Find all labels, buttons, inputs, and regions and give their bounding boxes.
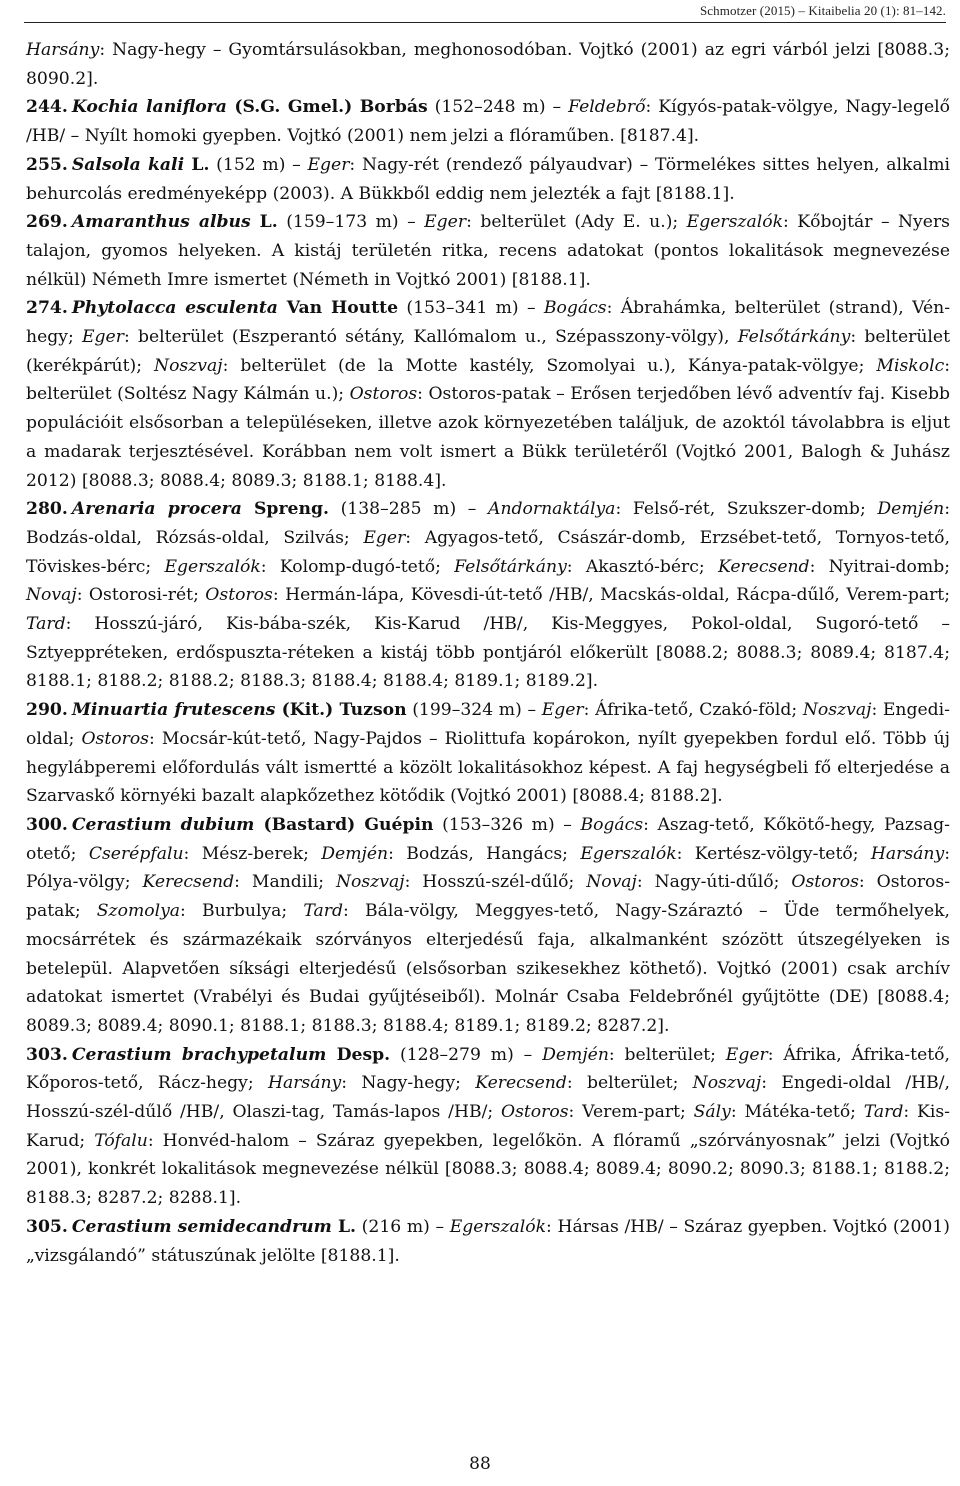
paragraph-harsany [26, 36, 950, 93]
text-run: : Kígyós-patak-völgye, Nagy-legelő /HB/ – Nyílt homoki gyepben. Vojtkó (2001) nem jelzi a flóraműben. [8187.4]. [26, 97, 950, 147]
locality-name: Ostoros [500, 1102, 569, 1123]
locality-name: Egerszalók [164, 556, 261, 577]
page-footer [0, 1454, 960, 1474]
entry-255-salsola-kali [26, 151, 950, 208]
text-run: : Hársas /HB/ – Száraz gyepben. Vojtkó (2001) „vizsgálandó” státuszúnak jelölte [8188.1]. [26, 1216, 950, 1266]
locality-name: Eger [725, 1044, 768, 1065]
text-run: : Nyitrai-domb; [809, 556, 950, 577]
text-run: (138–285 m) – [328, 499, 489, 520]
locality-name: Novaj [586, 872, 637, 893]
page-number: 88 [469, 1454, 491, 1474]
locality-name: Feldebrő [568, 97, 646, 118]
text-run: : Nagy-úti-dűlő; [636, 872, 792, 893]
locality-name: Tófalu [94, 1130, 148, 1151]
text-run: : Akasztó-bérc; [566, 556, 718, 577]
text-run: : Kertész-völgy-tető; [676, 843, 871, 864]
locality-name: Demjén [542, 1044, 609, 1065]
locality-name: Szomolya [96, 901, 181, 922]
entry-number: 305. [26, 1216, 68, 1237]
text-run: : Áfrika-tető, Czakó-föld; [583, 700, 803, 721]
entry-303-cerastium-brachypetalum [26, 1041, 950, 1213]
text-run: : Mocsár-kút-tető, Nagy-Pajdos – Riolittufa kopárokon, nyílt gyepekben fordul elő. Több új hegylábperemi előfordulás vált ismertté a közölt lokalitásokhoz képest. A faj hegységbeli fő elterjedése a Szarvaskő környéki bazalt alapkőzethez kötődik (Vojtkó 2001) [8088.4; 8188.2]. [26, 728, 950, 807]
running-header [0, 0, 960, 20]
author-citation: L. [184, 154, 210, 175]
text-run: : Honvéd-halom – Száraz gyepekben, legelőkön. A flóramű „szórványosnak” jelzi (Vojtkó 2001), konkrét lokalitások megnevezése nélkül [8088.3; 8088.4; 8089.4; 8090.2; 8090.3; 8188.1; 8188.2; 8188.3; 8287.2; 8288.1]. [26, 1130, 950, 1209]
text-run: : Hermán-lápa, Kövesdi-út-tető /HB/, Macskás-oldal, Rácpa-dűlő, Verem-part; [272, 585, 950, 606]
text-run: : Ábrahámka, belterület (strand), Vén-hegy; [26, 298, 950, 348]
text-run: : Burbulya; [180, 901, 304, 922]
locality-name: Felsőtárkány [737, 327, 851, 348]
text-run: : Nagy-hegy – Gyomtársulásokban, meghonosodóban. Vojtkó (2001) az egri várból jelzi [8088.3; 8090.2]. [26, 40, 950, 89]
locality-name: Eger [82, 327, 124, 348]
locality-name: Demjén [321, 843, 389, 864]
author-citation: (Kit.) Tuzson [275, 700, 407, 721]
text-run: (159–173 m) – [277, 212, 425, 233]
species-name: Cerastium brachypetalum [71, 1044, 327, 1065]
text-run: : Hosszú-járó, Kis-bába-szék, Kis-Karud /HB/, Kis-Meggyes, Pokol-oldal, Sugoró-tető – Sztyeppréteken, erdőspuszta-réteken a kistáj több pontjáról előkerült [8088.2; 8088.3; 8089.4; 8187.4; 8188.1; 8188.2; 8188.2; 8188.3; 8188.4; 8188.4; 8189.1; 8189.2]. [26, 614, 950, 692]
locality-name: Noszvaj [802, 700, 872, 721]
locality-name: Eger [363, 527, 406, 548]
locality-name: Kerecsend [717, 556, 810, 577]
locality-name: Bogács [543, 298, 607, 319]
entry-290-minuartia-frutescens [26, 696, 950, 811]
text-run: : Bodzás-oldal, Rózsás-oldal, Szilvás; [26, 499, 950, 548]
text-run: : belterület (Soltész Nagy Kálmán u.); [26, 355, 950, 405]
locality-name: Noszvaj [154, 355, 223, 376]
text-run: : Engedi-oldal; [26, 700, 950, 749]
text-run: : Mandili; [234, 872, 336, 893]
author-citation: L. [331, 1216, 357, 1237]
locality-name: Egerszalók [449, 1216, 547, 1237]
text-run: : belterület (Ady E. u.); [466, 212, 687, 233]
running-head-text: Schmotzer (2015) – Kitaibelia 20 (1): 81–142. [699, 3, 946, 18]
text-run: : Mátéka-tető; [730, 1102, 864, 1123]
locality-name: Bogács [580, 814, 644, 835]
locality-name: Harsány [267, 1073, 342, 1094]
text-run: (216 m) – [356, 1216, 450, 1237]
text-run: : Verem-part; [568, 1102, 694, 1123]
entry-300-cerastium-dubium [26, 811, 950, 1041]
author-citation: Desp. [326, 1044, 391, 1065]
locality-name: Harsány [870, 843, 945, 864]
entry-274-phytolacca-esculenta [26, 294, 950, 495]
author-citation: L. [250, 212, 278, 233]
entry-number: 300. [26, 814, 68, 835]
entry-number: 303. [26, 1044, 68, 1065]
entry-number: 244. [26, 97, 68, 118]
text-run: : Pólya-völgy; [26, 843, 950, 893]
locality-name: Andornaktálya [488, 499, 616, 520]
entry-number: 274. [26, 298, 68, 319]
text-run: : belterület (Eszperantó sétány, Kallómalom u., Szépasszony-völgy), [123, 327, 738, 348]
locality-name: Kerecsend [142, 872, 235, 893]
species-name: Cerastium dubium [71, 814, 255, 835]
text-run: : Bodzás, Hangács; [388, 843, 581, 864]
entry-number: 290. [26, 700, 68, 721]
text-run: : Ostoros-patak; [26, 872, 951, 922]
author-citation: Spreng. [241, 499, 329, 520]
locality-name: Felsőtárkány [454, 556, 567, 577]
text-run: : belterület (kerékpárút); [26, 327, 950, 376]
locality-name: Tard [863, 1102, 904, 1123]
text-run: : Aszag-tető, Kőkötő-hegy, Pazsag-otető; [26, 814, 950, 864]
text-run: : Ostoros-patak – Erősen terjedőben lévő adventív faj. Kisebb populációit elsősorban a településeken, illetve azok környezetében találjuk, de azoktól távolabbra is eljut a madarak terjesztésével. Korábban nem volt ismert a Bükk területéről (Vojtkó 2001, Balogh & Juhász 2012) [8088.3; 8088.4; 8089.3; 8188.1; 8188.4]. [26, 384, 950, 491]
entry-244-kochia-laniflora [26, 93, 950, 150]
locality-name: Egerszalók [686, 212, 783, 233]
locality-name: Sály [693, 1102, 731, 1123]
locality-name: Novaj [26, 585, 77, 606]
entry-269-amaranthus-albus [26, 208, 950, 294]
text-run: : Hosszú-szél-dűlő; [404, 872, 587, 893]
locality-name: Harsány [26, 40, 100, 60]
text-run: : belterület; [566, 1073, 693, 1094]
locality-name: Cserépfalu [88, 843, 184, 864]
text-run: : Ostorosi-rét; [76, 585, 206, 606]
header-rule [24, 22, 946, 23]
species-name: Arenaria procera [71, 499, 242, 520]
species-name: Cerastium semidecandrum [71, 1216, 332, 1237]
text-run: : Áfrika, Áfrika-tető, Kőporos-tető, Rácz-hegy; [26, 1044, 950, 1094]
text-run: : Kis-Karud; [26, 1102, 950, 1151]
text-run: : Bála-völgy, Meggyes-tető, Nagy-Száraztó – Üde termőhelyek, mocsárrétek és származékaik szórványos elterjedésű faja, alkalmanként szózött útszegélyeken is betelepül. Alapvetően síksági elterjedésű (elsősorban szikesekhez köthető). Vojtkó (2001) csak archív adatokat ismertet (Vrabélyi és Budai gyűjtéseiből). Molnár Csaba Feldebrőnél gyűjtötte (DE) [8088.4; 8089.3; 8089.4; 8090.1; 8188.1; 8188.3; 8188.4; 8189.1; 8189.2; 8287.2]. [26, 901, 951, 1036]
locality-name: Noszvaj [336, 872, 405, 893]
species-name: Salsola kali [71, 154, 185, 175]
text-run: (199–324 m) – [406, 700, 542, 721]
locality-name: Eger [424, 212, 467, 233]
entry-280-arenaria-procera [26, 495, 950, 696]
text-run: (152–248 m) – [427, 97, 569, 118]
text-run: : Kolomp-dugó-tető; [260, 556, 455, 577]
locality-name: Ostoros [81, 728, 149, 749]
locality-name: Ostoros [205, 585, 273, 606]
entry-number: 255. [26, 154, 68, 175]
text-run: : Agyagos-tető, Császár-domb, Erzsébet-tető, Tornyos-tető, Töviskes-bérc; [26, 527, 950, 577]
locality-name: Demjén [877, 499, 945, 520]
author-citation: (S.G. Gmel.) Borbás [226, 97, 428, 118]
text-run: (128–279 m) – [390, 1044, 543, 1065]
text-run: : Nagy-hegy; [341, 1073, 476, 1094]
locality-name: Eger [541, 700, 584, 721]
text-run: : Felső-rét, Szukszer-domb; [615, 499, 878, 520]
text-run: (153–341 m) – [398, 298, 544, 319]
locality-name: Ostoros [349, 384, 418, 405]
entry-number: 269. [26, 212, 68, 233]
locality-name: Ostoros [791, 872, 859, 893]
text-run: : Engedi-oldal /HB/, Hosszú-szél-dűlő /HB/, Olaszi-tag, Tamás-lapos /HB/; [26, 1073, 950, 1123]
locality-name: Tard [26, 614, 66, 635]
entry-number: 280. [26, 499, 68, 520]
text-run: : Mész-berek; [183, 843, 322, 864]
species-name: Minuartia frutescens [71, 700, 276, 721]
locality-name: Eger [307, 154, 350, 175]
author-citation: Van Houtte [277, 298, 399, 319]
text-run: : belterület (de la Motte kastély, Szomolyai u.), Kánya-patak-völgye; [222, 355, 877, 376]
locality-name: Tard [303, 901, 343, 922]
locality-name: Noszvaj [692, 1073, 762, 1094]
text-run: (152 m) – [209, 154, 308, 175]
entry-305-cerastium-semidecandrum [26, 1213, 950, 1270]
locality-name: Egerszalók [580, 843, 677, 864]
author-citation: (Bastard) Guépin [254, 814, 434, 835]
species-name: Amaranthus albus [71, 212, 251, 233]
article-body [26, 36, 950, 1270]
text-run: : Nagy-rét (rendező pályaudvar) – Törmelékes sittes helyen, alkalmi behurcolás eredményeképp (2003). A Bükkből eddig nem jelezték a fajt [8188.1]. [26, 154, 951, 204]
locality-name: Kerecsend [475, 1073, 567, 1094]
locality-name: Miskolc [876, 355, 945, 376]
text-run: : belterület; [608, 1044, 726, 1065]
species-name: Phytolacca esculenta [71, 298, 278, 319]
text-run: (153–326 m) – [433, 814, 581, 835]
species-name: Kochia laniflora [71, 97, 227, 118]
text-run: : Kőbojtár – Nyers talajon, gyomos helyeken. A kistáj területén ritka, recens adatokat (pontos lokalitások megnevezése nélkül) Németh Imre ismertet (Németh in Vojtkó 2001) [8188.1]. [26, 212, 950, 290]
